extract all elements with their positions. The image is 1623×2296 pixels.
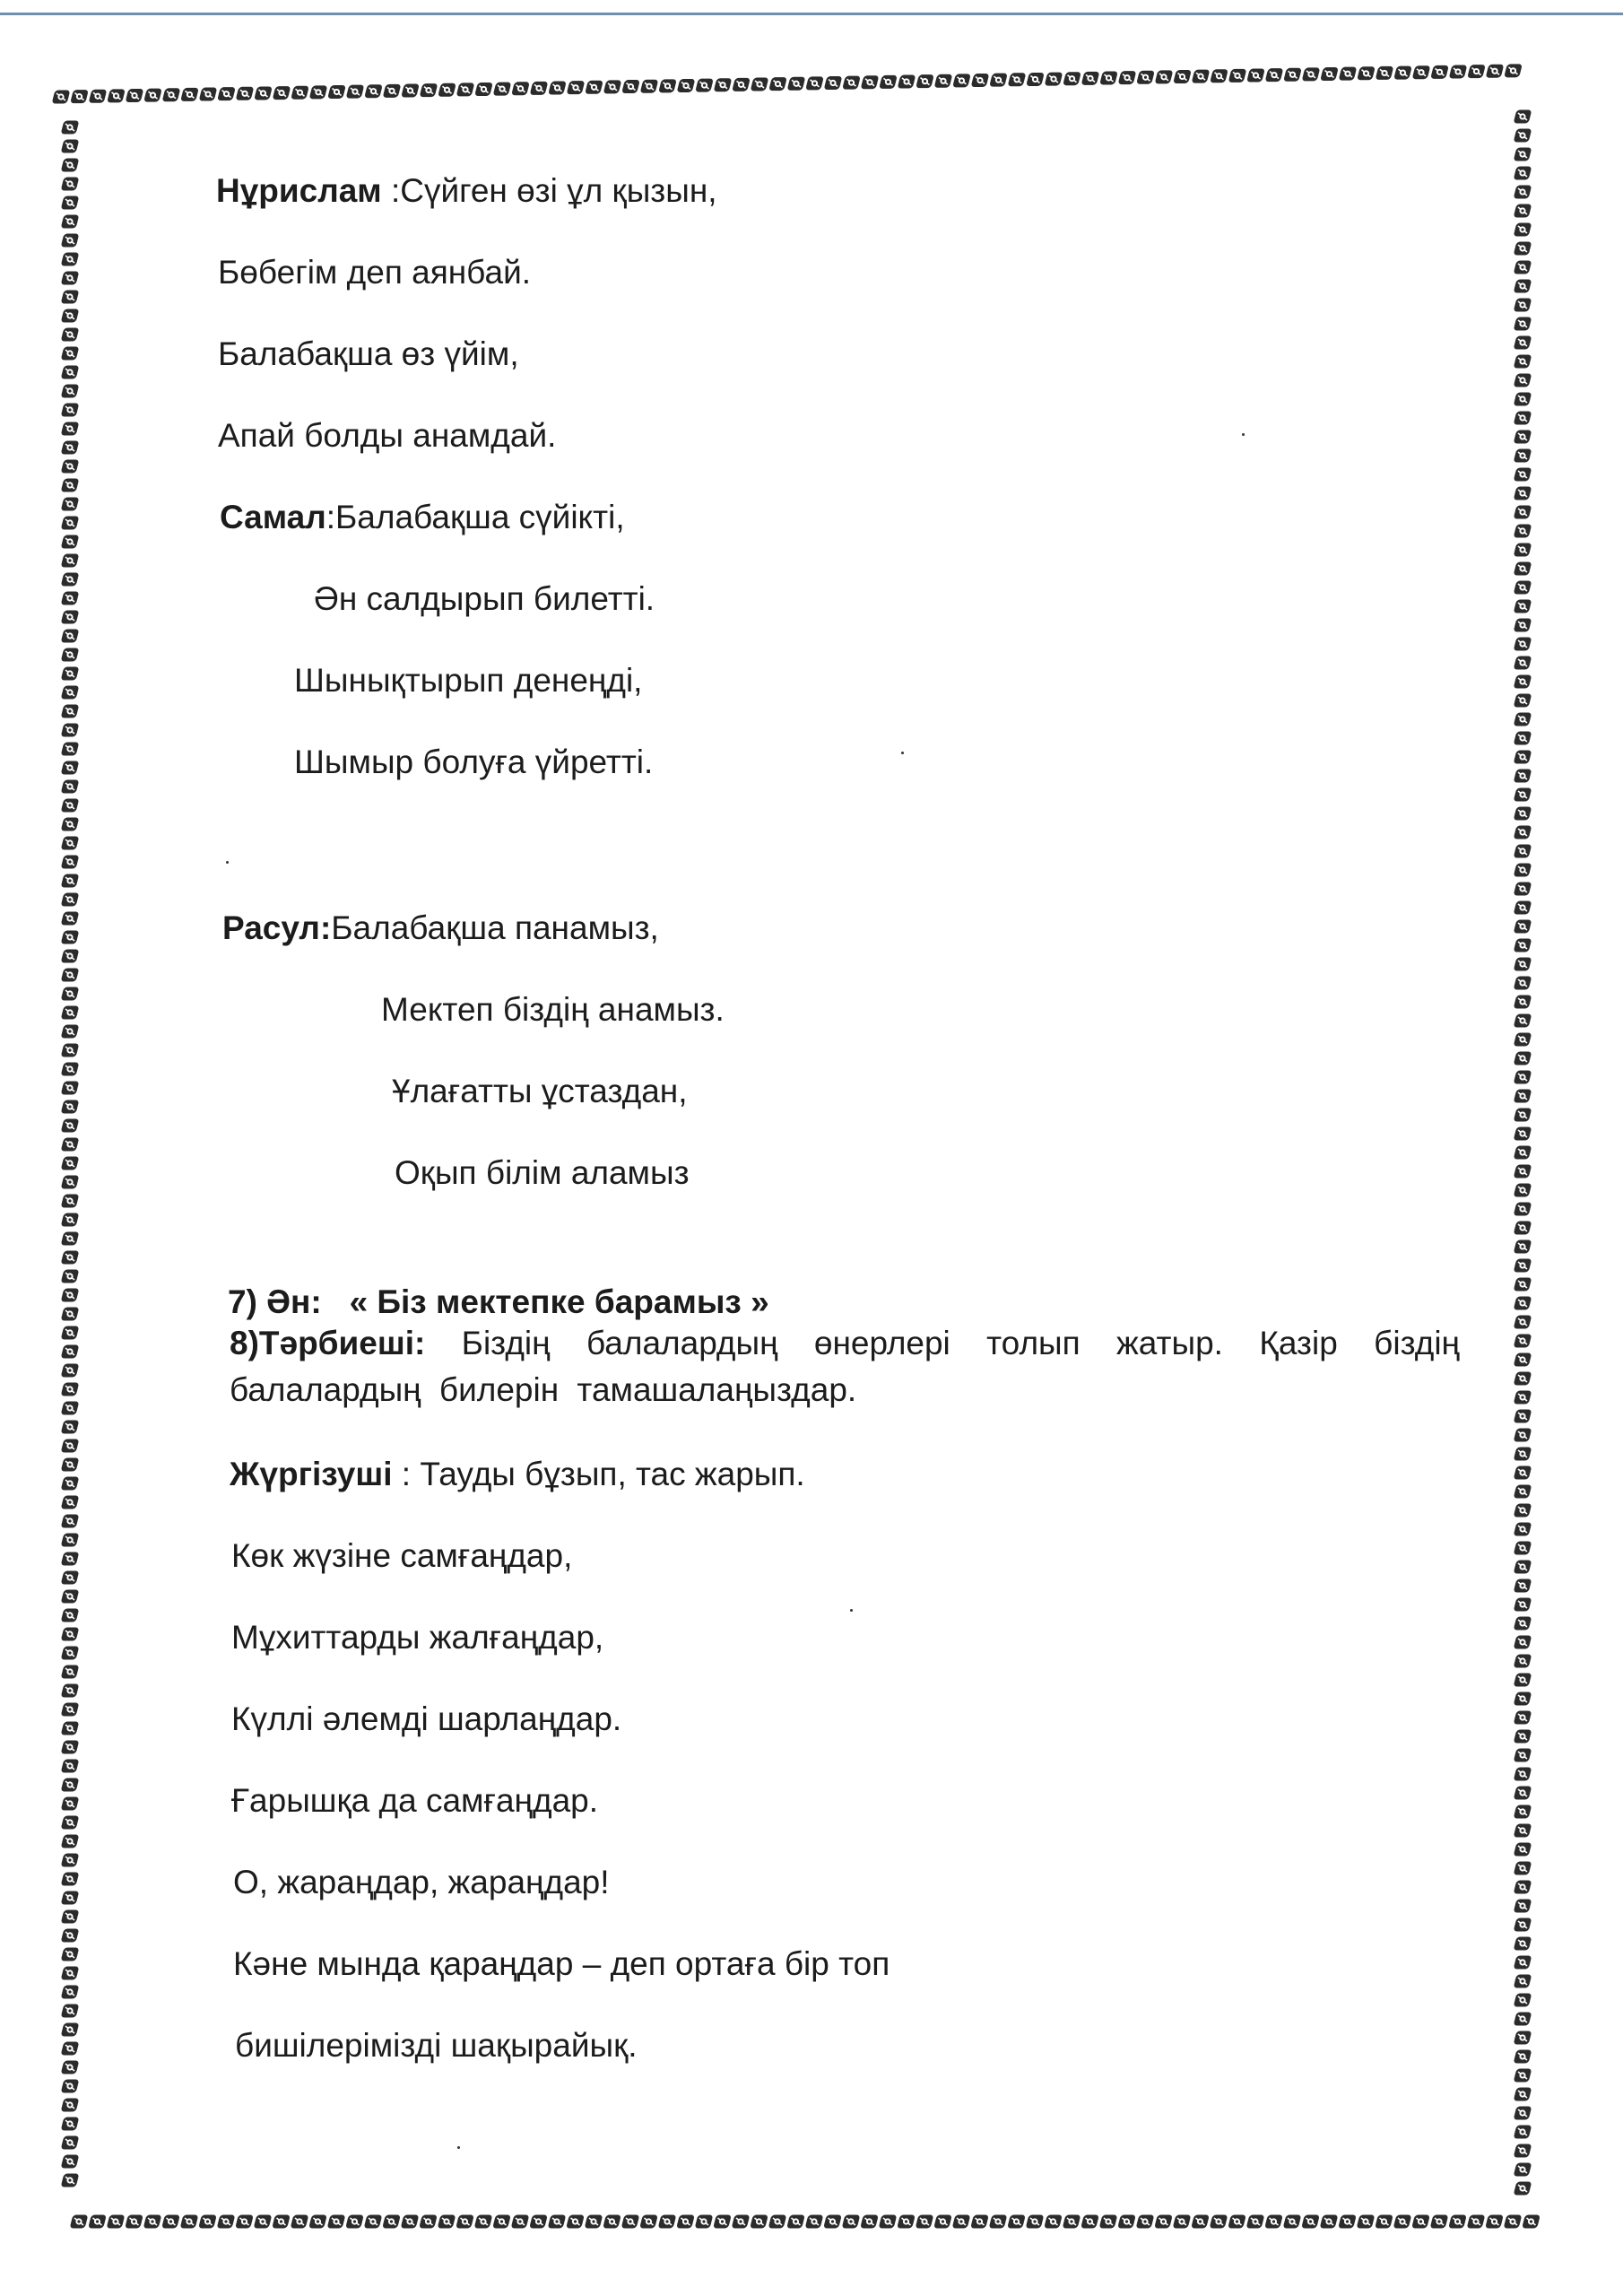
song-title: « Біз мектепке барамыз » [349, 1283, 769, 1320]
scan-speck [1242, 433, 1245, 436]
song-line [228, 1283, 769, 1322]
verse-3-first-line [222, 909, 659, 948]
host-line-3: Мұхиттарды жалғаңдар, [231, 1619, 604, 1656]
song-number: 7) Ән: [228, 1283, 322, 1320]
host-first-line [230, 1455, 805, 1494]
verse-2-line-3: Шынықтырып денеңді, [294, 662, 643, 699]
host-line-2: Көк жүзіне самғаңдар, [231, 1537, 573, 1574]
verse-1-line-3: Балабақша өз үйім, [218, 335, 519, 372]
verse-2-line-1-text: :Балабақша сүйікті, [325, 499, 625, 535]
host-line-6: О, жараңдар, жараңдар! [233, 1864, 610, 1900]
verse-1-line-2: Бөбегім деп аянбай. [218, 254, 532, 291]
verse-3-line-3: Ұлағатты ұстаздан, [392, 1073, 688, 1109]
scan-speck [850, 1609, 853, 1612]
verse-3-line-2: Мектеп біздің анамыз. [381, 991, 725, 1028]
host-line-1-text: : Тауды бұзып, тас жарып. [392, 1456, 805, 1492]
verse-3-line-1-text: Балабақша панамыз, [331, 909, 659, 946]
speaker-rasul: Расул: [222, 909, 332, 946]
speaker-host: Жүргізуші [230, 1456, 393, 1492]
host-line-5: Ғарышқа да самғаңдар. [231, 1782, 599, 1819]
teacher-text: Біздің балалардың өнерлері толып жатыр. Қазір біздің балалардың билерін тамашалаңыздар. [230, 1325, 1460, 1408]
host-line-4: Күллі әлемді шарлаңдар. [231, 1700, 622, 1737]
verse-2-line-2: Ән салдырып билетті. [314, 580, 655, 617]
verse-3-line-4: Оқып білім аламыз [395, 1154, 690, 1191]
verse-1-line-1-text: :Сүйген өзі ұл қызын, [381, 172, 717, 209]
verse-1-first-line [216, 171, 717, 211]
scan-speck [901, 752, 904, 754]
scan-speck [226, 861, 229, 864]
verse-1-line-4: Апай болды анамдай. [218, 417, 557, 454]
speaker-samal: Самал [220, 499, 326, 535]
scan-speck [457, 2146, 460, 2149]
teacher-paragraph [230, 1320, 1460, 1413]
teacher-label: 8)Тәрбиеші: [230, 1325, 426, 1361]
host-line-7: Кәне мында қараңдар – деп ортаға бір топ [233, 1945, 890, 1982]
verse-2-line-4: Шымыр болуға үйретті. [294, 744, 654, 780]
verse-2-first-line [220, 498, 625, 537]
speaker-nurislam: Нұрислам [216, 172, 382, 209]
host-line-8: бишілерімізді шақырайық. [235, 2027, 638, 2064]
